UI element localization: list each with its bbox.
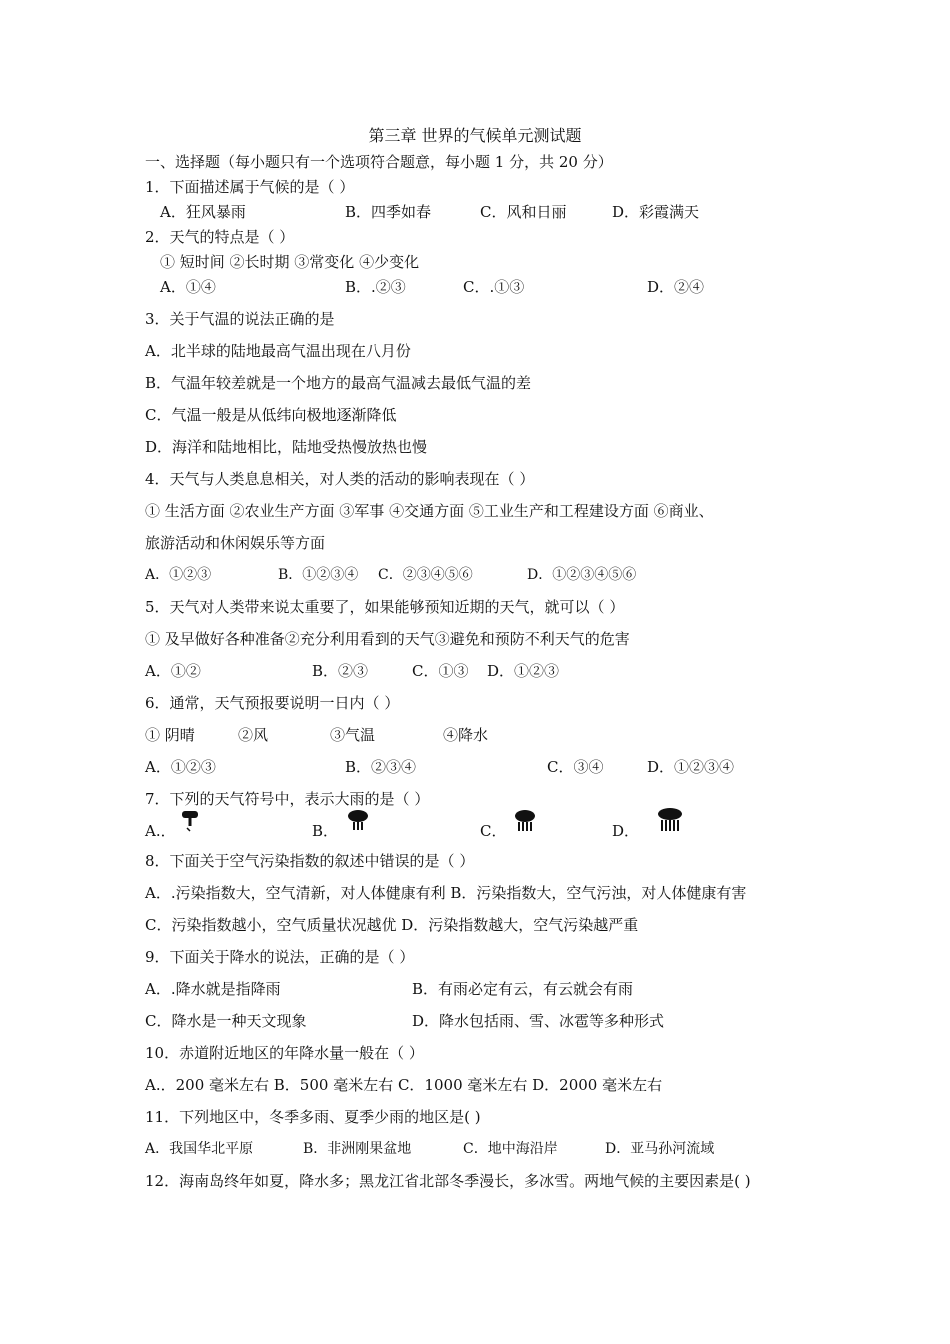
q6-item-3: ③气温 — [330, 726, 376, 744]
q3-option-a: A．北半球的陆地最高气温出现在八月份 — [145, 342, 411, 360]
q5-option-c: C．①③ — [412, 662, 469, 680]
moderate-rain-icon — [344, 808, 372, 834]
q10-options: A.．200 毫米左右 B．500 毫米左右 C．1000 毫米左右 D．2000 毫米左右 — [145, 1076, 663, 1094]
q7-option-c: C． — [480, 822, 507, 840]
q5-option-d: D．①②③ — [487, 662, 560, 680]
q5-items: ① 及早做好各种准备②充分利用看到的天气③避免和预防不利天气的危害 — [145, 630, 630, 648]
q7-option-d: D． — [612, 822, 640, 840]
question-11-stem: 11．下列地区中，冬季多雨、夏季少雨的地区是( ) — [145, 1108, 481, 1126]
q2-option-d: D．②④ — [647, 278, 705, 296]
rainstorm-icon — [655, 807, 685, 835]
q7-option-a: A.． — [145, 822, 176, 840]
q2-items: ① 短时间 ②长时期 ③常变化 ④少变化 — [160, 253, 420, 271]
heavy-rain-icon — [511, 809, 539, 835]
q6-item-4: ④降水 — [443, 726, 489, 744]
q4-items-line2: 旅游活动和休闲娱乐等方面 — [145, 534, 326, 552]
question-12-stem: 12．海南岛终年如夏，降水多；黑龙江省北部冬季漫长，多冰雪。两地气候的主要因素是( ) — [145, 1172, 751, 1190]
q1-option-d: D．彩霞满天 — [612, 203, 700, 221]
q2-option-c: C．.①③ — [463, 278, 525, 296]
q4-option-b: B．①②③④ — [278, 567, 359, 583]
q9-option-b: B．有雨必定有云，有云就会有雨 — [412, 980, 634, 998]
q11-option-b: B．非洲刚果盆地 — [303, 1141, 412, 1157]
q6-option-d: D．①②③④ — [647, 758, 735, 776]
q11-option-c: C．地中海沿岸 — [463, 1141, 558, 1157]
question-3-stem: 3．关于气温的说法正确的是 — [145, 310, 335, 328]
q7-option-b: B． — [312, 822, 339, 840]
q5-option-b: B．②③ — [312, 662, 369, 680]
q4-items-line1: ① 生活方面 ②农业生产方面 ③军事 ④交通方面 ⑤工业生产和工程建设方面 ⑥商业、 — [145, 502, 714, 520]
q3-option-c: C．气温一般是从低纬向极地逐渐降低 — [145, 406, 397, 424]
q9-option-a: A．.降水就是指降雨 — [145, 980, 281, 998]
q6-option-a: A．①②③ — [145, 758, 216, 776]
q1-option-b: B．四季如春 — [345, 203, 432, 221]
q5-option-a: A．①② — [145, 662, 201, 680]
question-1-stem: 1．下面描述属于气候的是（ ） — [145, 178, 355, 196]
q9-option-c: C．降水是一种天文现象 — [145, 1012, 307, 1030]
q9-option-d: D．降水包括雨、雪、冰雹等多种形式 — [412, 1012, 665, 1030]
q11-option-a: A．我国华北平原 — [145, 1141, 254, 1157]
q4-option-d: D．①②③④⑤⑥ — [527, 567, 637, 583]
question-4-stem: 4．天气与人类息息相关，对人类的活动的影响表现在（ ） — [145, 470, 535, 488]
section-heading: 一、选择题（每小题只有一个选项符合题意，每小题 1 分，共 20 分） — [145, 153, 613, 171]
q6-item-1: ① 阴晴 — [145, 726, 195, 744]
light-rain-icon — [178, 808, 204, 834]
page-title: 第三章 世界的气候单元测试题 — [368, 126, 582, 145]
question-7-stem: 7．下列的天气符号中，表示大雨的是（ ） — [145, 790, 430, 808]
question-8-stem: 8．下面关于空气污染指数的叙述中错误的是（ ） — [145, 852, 475, 870]
q1-option-c: C．风和日丽 — [480, 203, 567, 221]
question-10-stem: 10．赤道附近地区的年降水量一般在（ ） — [145, 1044, 424, 1062]
q11-option-d: D．亚马孙河流域 — [605, 1141, 715, 1157]
question-5-stem: 5．天气对人类带来说太重要了，如果能够预知近期的天气，就可以（ ） — [145, 598, 625, 616]
q3-option-d: D．海洋和陆地相比，陆地受热慢放热也慢 — [145, 438, 428, 456]
question-9-stem: 9．下面关于降水的说法，正确的是（ ） — [145, 948, 415, 966]
q3-option-b: B．气温年较差就是一个地方的最高气温减去最低气温的差 — [145, 374, 532, 392]
q8-options-line2: C．污染指数越小，空气质量状况越优 D．污染指数越大，空气污染越严重 — [145, 916, 639, 934]
q2-option-a: A．①④ — [160, 278, 216, 296]
question-2-stem: 2．天气的特点是（ ） — [145, 228, 295, 246]
q4-option-a: A．①②③ — [145, 567, 212, 583]
q8-options-line1: A．.污染指数大，空气清新，对人体健康有利 B．污染指数大，空气污浊，对人体健康有害 — [145, 884, 747, 902]
q2-option-b: B．.②③ — [345, 278, 406, 296]
q4-option-c: C．②③④⑤⑥ — [378, 567, 473, 583]
question-6-stem: 6．通常，天气预报要说明一日内（ ） — [145, 694, 400, 712]
q6-option-c: C．③④ — [547, 758, 604, 776]
q6-item-2: ②风 — [238, 726, 269, 744]
q1-option-a: A．狂风暴雨 — [160, 203, 246, 221]
q6-option-b: B．②③④ — [345, 758, 417, 776]
